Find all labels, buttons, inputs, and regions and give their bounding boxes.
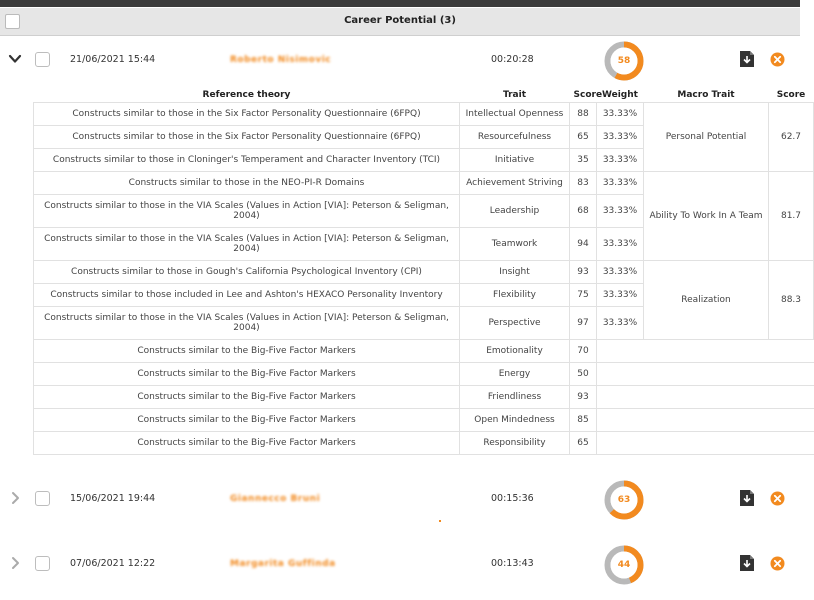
record-date: 15/06/2021 19:44	[70, 493, 156, 504]
trait-scores-table	[33, 88, 814, 455]
trait-score: 68	[570, 195, 597, 228]
trait-score: 75	[570, 284, 597, 307]
trait-weight: 33.33%	[597, 149, 644, 172]
trait-weight: 33.33%	[597, 284, 644, 307]
record-date: 21/06/2021 15:44	[70, 54, 156, 65]
reference-theory: Constructs similar to those in the VIA Scales (Values in Action [VIA]: Peterson & Seligman, 2004)	[34, 195, 460, 228]
record-candidate-name[interactable]: Giannecco Bruni	[230, 494, 321, 504]
empty-cell	[597, 386, 814, 409]
remove-icon[interactable]	[770, 491, 785, 506]
trait: Teamwork	[460, 228, 570, 261]
trait-weight: 33.33%	[597, 261, 644, 284]
trait-weight: 33.33%	[597, 307, 644, 340]
record-candidate-name[interactable]: Margarita Guffinda	[230, 559, 336, 569]
trait-score: 94	[570, 228, 597, 261]
remove-icon[interactable]	[770, 52, 785, 67]
record-checkbox[interactable]	[35, 556, 50, 571]
reference-theory: Constructs similar to the Big-Five Factor Markers	[34, 363, 460, 386]
macro-score: 81.7	[769, 172, 814, 261]
chevron-right-icon[interactable]	[8, 556, 22, 570]
table-row	[34, 432, 814, 455]
macro-trait: Ability To Work In A Team	[644, 172, 769, 261]
chevron-down-icon[interactable]	[8, 52, 22, 66]
record-row[interactable]	[0, 481, 800, 517]
header-trait: Trait	[460, 88, 570, 103]
record-checkbox[interactable]	[35, 491, 50, 506]
reference-theory: Constructs similar to the Big-Five Factor Markers	[34, 340, 460, 363]
table-row	[34, 363, 814, 386]
download-icon[interactable]	[739, 50, 755, 68]
score-donut	[603, 544, 645, 586]
record-duration: 00:20:28	[491, 54, 534, 65]
score-donut	[603, 40, 645, 82]
trait-score: 97	[570, 307, 597, 340]
trait: Achievement Striving	[460, 172, 570, 195]
trait: Intellectual Openness	[460, 103, 570, 126]
table-row	[34, 172, 814, 195]
reference-theory: Constructs similar to the Big-Five Factor Markers	[34, 386, 460, 409]
record-row[interactable]	[0, 546, 800, 582]
record-candidate-name[interactable]: Roberto Nisimovic	[230, 55, 332, 65]
trait: Leadership	[460, 195, 570, 228]
table-row	[34, 386, 814, 409]
empty-cell	[597, 409, 814, 432]
trait-weight: 33.33%	[597, 126, 644, 149]
trait-weight: 33.33%	[597, 103, 644, 126]
trait: Initiative	[460, 149, 570, 172]
empty-cell	[597, 432, 814, 455]
reference-theory: Constructs similar to those in the Six Factor Personality Questionnaire (6FPQ)	[34, 126, 460, 149]
trait-weight: 33.33%	[597, 228, 644, 261]
trait-weight: 33.33%	[597, 172, 644, 195]
table-row	[34, 261, 814, 284]
trait: Friendliness	[460, 386, 570, 409]
trait-score: 88	[570, 103, 597, 126]
reference-theory: Constructs similar to those in Cloninger's Temperament and Character Inventory (TCI)	[34, 149, 460, 172]
table-header	[34, 88, 814, 103]
trait: Emotionality	[460, 340, 570, 363]
table-row	[34, 409, 814, 432]
record-date: 07/06/2021 12:22	[70, 558, 156, 569]
trait-score: 65	[570, 126, 597, 149]
record-duration: 00:15:36	[491, 493, 534, 504]
record-duration: 00:13:43	[491, 558, 534, 569]
reference-theory: Constructs similar to those included in Lee and Ashton's HEXACO Personality Inventory	[34, 284, 460, 307]
header-macro-score: Score	[769, 88, 814, 103]
download-icon[interactable]	[739, 554, 755, 572]
trait: Energy	[460, 363, 570, 386]
empty-cell	[597, 363, 814, 386]
reference-theory: Constructs similar to those in the VIA Scales (Values in Action [VIA]: Peterson & Seligman, 2004)	[34, 228, 460, 261]
table-row	[34, 103, 814, 126]
trait: Resourcefulness	[460, 126, 570, 149]
reference-theory: Constructs similar to those in the Six Factor Personality Questionnaire (6FPQ)	[34, 103, 460, 126]
macro-trait: Personal Potential	[644, 103, 769, 172]
header-reference-theory: Reference theory	[34, 88, 460, 103]
trait-score: 85	[570, 409, 597, 432]
trait: Responsibility	[460, 432, 570, 455]
score-donut	[603, 479, 645, 521]
download-icon[interactable]	[739, 489, 755, 507]
macro-trait: Realization	[644, 261, 769, 340]
section-title: Career Potential (3)	[344, 15, 456, 26]
reference-theory: Constructs similar to the Big-Five Factor Markers	[34, 432, 460, 455]
remove-icon[interactable]	[770, 556, 785, 571]
decorative-dot	[439, 520, 441, 522]
reference-theory: Constructs similar to those in Gough's California Psychological Inventory (CPI)	[34, 261, 460, 284]
section-header	[0, 8, 800, 36]
trait: Open Mindedness	[460, 409, 570, 432]
header-score: Score	[570, 88, 597, 103]
trait-score: 93	[570, 386, 597, 409]
trait-score: 83	[570, 172, 597, 195]
score-value: 44	[617, 560, 631, 570]
chevron-right-icon[interactable]	[8, 491, 22, 505]
header-weight: Weight	[597, 88, 644, 103]
trait: Insight	[460, 261, 570, 284]
trait-weight: 33.33%	[597, 195, 644, 228]
reference-theory: Constructs similar to those in the VIA Scales (Values in Action [VIA]: Peterson & Seligman, 2004)	[34, 307, 460, 340]
trait-score: 93	[570, 261, 597, 284]
record-row[interactable]	[0, 42, 800, 78]
trait-score: 50	[570, 363, 597, 386]
reference-theory: Constructs similar to those in the NEO-PI-R Domains	[34, 172, 460, 195]
trait: Flexibility	[460, 284, 570, 307]
table-row	[34, 340, 814, 363]
header-macro-trait: Macro Trait	[644, 88, 769, 103]
score-value: 58	[617, 56, 631, 66]
reference-theory: Constructs similar to the Big-Five Factor Markers	[34, 409, 460, 432]
score-value: 63	[617, 495, 631, 505]
trait-score: 70	[570, 340, 597, 363]
macro-score: 62.7	[769, 103, 814, 172]
trait: Perspective	[460, 307, 570, 340]
top-bar	[0, 0, 800, 7]
trait-score: 35	[570, 149, 597, 172]
record-checkbox[interactable]	[35, 52, 50, 67]
macro-score: 88.3	[769, 261, 814, 340]
trait-score: 65	[570, 432, 597, 455]
empty-cell	[597, 340, 814, 363]
